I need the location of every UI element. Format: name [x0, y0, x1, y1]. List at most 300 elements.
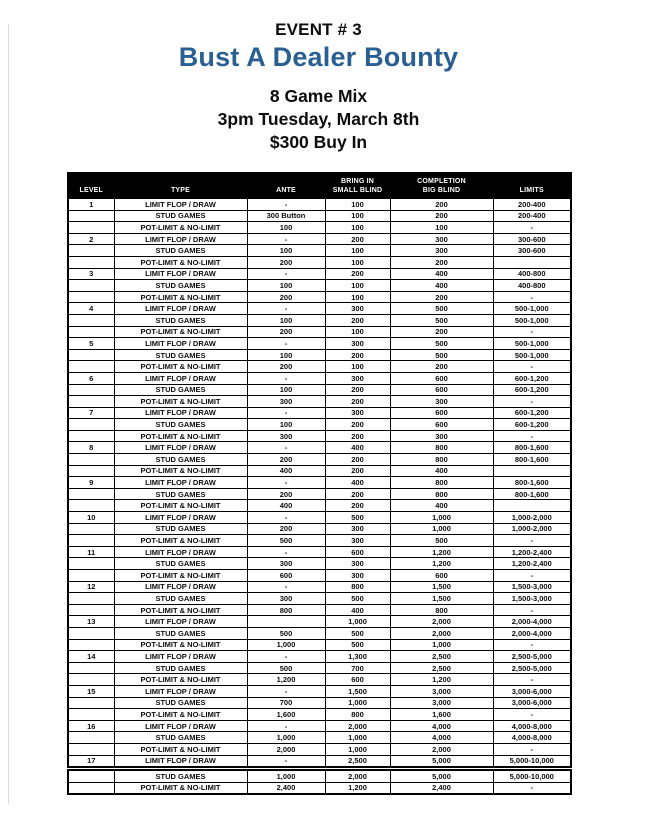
cell-type: POT-LIMIT & NO-LIMIT — [114, 430, 247, 442]
cell-bring-in-small-blind: 800 — [325, 581, 390, 593]
cell-bring-in-small-blind: 200 — [325, 233, 390, 245]
cell-level — [68, 523, 114, 535]
cell-ante: 700 — [247, 697, 325, 709]
cell-limits: - — [493, 570, 571, 582]
table-row — [68, 651, 571, 663]
cell-bring-in-small-blind: 200 — [325, 419, 390, 431]
cell-type: POT-LIMIT & NO-LIMIT — [114, 570, 247, 582]
cell-completion-big-blind: 1,500 — [390, 581, 493, 593]
cell-level — [68, 384, 114, 396]
cell-completion-big-blind: 400 — [390, 268, 493, 280]
cell-type: LIMIT FLOP / DRAW — [114, 477, 247, 489]
table-row — [68, 662, 571, 674]
cell-ante: - — [247, 303, 325, 315]
cell-type: STUD GAMES — [114, 488, 247, 500]
table-row — [68, 477, 571, 489]
cell-ante: 300 — [247, 430, 325, 442]
blind-structure-table — [67, 172, 572, 768]
cell-type: LIMIT FLOP / DRAW — [114, 651, 247, 663]
cell-completion-big-blind: 400 — [390, 465, 493, 477]
cell-completion-big-blind: 200 — [390, 210, 493, 222]
cell-completion-big-blind: 3,000 — [390, 685, 493, 697]
cell-bring-in-small-blind: 200 — [325, 488, 390, 500]
cell-limits: 800-1,600 — [493, 442, 571, 454]
cell-limits: 600-1,200 — [493, 419, 571, 431]
cell-completion-big-blind: 400 — [390, 500, 493, 512]
cell-completion-big-blind: 300 — [390, 396, 493, 408]
cell-limits: 2,000-4,000 — [493, 627, 571, 639]
cell-type: LIMIT FLOP / DRAW — [114, 338, 247, 350]
cell-completion-big-blind: 2,000 — [390, 743, 493, 755]
table-row — [68, 361, 571, 373]
cell-level: 2 — [68, 233, 114, 245]
cell-type: STUD GAMES — [114, 732, 247, 744]
cell-type: STUD GAMES — [114, 280, 247, 292]
table-row — [68, 303, 571, 315]
cell-bring-in-small-blind: 800 — [325, 709, 390, 721]
cell-type: POT-LIMIT & NO-LIMIT — [114, 361, 247, 373]
cell-bring-in-small-blind: 100 — [325, 222, 390, 234]
cell-type: LIMIT FLOP / DRAW — [114, 581, 247, 593]
cell-limits: 600-1,200 — [493, 384, 571, 396]
cell-completion-big-blind: 4,000 — [390, 732, 493, 744]
cell-level — [68, 558, 114, 570]
cell-ante: - — [247, 233, 325, 245]
cell-ante: - — [247, 477, 325, 489]
cell-bring-in-small-blind: 100 — [325, 245, 390, 257]
cell-level — [68, 500, 114, 512]
cell-level — [68, 245, 114, 257]
table-row — [68, 732, 571, 744]
cell-ante: 1,200 — [247, 674, 325, 686]
cell-type: POT-LIMIT & NO-LIMIT — [114, 535, 247, 547]
cell-level — [68, 291, 114, 303]
cell-limits: 3,000-6,000 — [493, 697, 571, 709]
cell-ante: 200 — [247, 256, 325, 268]
cell-type: STUD GAMES — [114, 558, 247, 570]
table-row — [68, 755, 571, 767]
cell-level — [68, 570, 114, 582]
table-row — [68, 639, 571, 651]
cell-limits: 1,500-3,000 — [493, 581, 571, 593]
cell-limits: - — [493, 222, 571, 234]
table-row — [68, 512, 571, 524]
cell-ante: - — [247, 581, 325, 593]
cell-completion-big-blind: 200 — [390, 291, 493, 303]
cell-limits: - — [493, 326, 571, 338]
cell-ante: 100 — [247, 349, 325, 361]
cell-ante: 300 Button — [247, 210, 325, 222]
cell-limits: 800-1,600 — [493, 477, 571, 489]
cell-bring-in-small-blind: 300 — [325, 570, 390, 582]
cell-bring-in-small-blind: 200 — [325, 349, 390, 361]
table-row — [68, 280, 571, 292]
cell-ante: - — [247, 372, 325, 384]
cell-completion-big-blind: 600 — [390, 419, 493, 431]
cell-level: 15 — [68, 685, 114, 697]
cell-bring-in-small-blind: 200 — [325, 268, 390, 280]
cell-completion-big-blind: 500 — [390, 349, 493, 361]
table-row — [68, 326, 571, 338]
cell-type: STUD GAMES — [114, 454, 247, 466]
cell-ante: 300 — [247, 558, 325, 570]
cell-ante: 100 — [247, 314, 325, 326]
cell-type: POT-LIMIT & NO-LIMIT — [114, 465, 247, 477]
cell-bring-in-small-blind: 100 — [325, 256, 390, 268]
cell-bring-in-small-blind: 200 — [325, 314, 390, 326]
cell-type: POT-LIMIT & NO-LIMIT — [114, 256, 247, 268]
cell-bring-in-small-blind: 300 — [325, 535, 390, 547]
cell-limits: - — [493, 782, 571, 794]
cell-completion-big-blind: 800 — [390, 488, 493, 500]
table-row — [68, 430, 571, 442]
cell-type: POT-LIMIT & NO-LIMIT — [114, 396, 247, 408]
cell-completion-big-blind: 1,500 — [390, 593, 493, 605]
table-row — [68, 210, 571, 222]
cell-bring-in-small-blind: 100 — [325, 199, 390, 211]
cell-completion-big-blind: 1,200 — [390, 558, 493, 570]
cell-type: STUD GAMES — [114, 210, 247, 222]
table-row — [68, 674, 571, 686]
cell-bring-in-small-blind: 1,000 — [325, 616, 390, 628]
cell-level — [68, 349, 114, 361]
cell-completion-big-blind: 300 — [390, 233, 493, 245]
cell-completion-big-blind: 300 — [390, 245, 493, 257]
cell-ante: 200 — [247, 454, 325, 466]
cell-completion-big-blind: 4,000 — [390, 720, 493, 732]
cell-completion-big-blind: 400 — [390, 280, 493, 292]
cell-type: LIMIT FLOP / DRAW — [114, 616, 247, 628]
cell-ante: 500 — [247, 627, 325, 639]
cell-limits: 500-1,000 — [493, 303, 571, 315]
cell-level: 7 — [68, 407, 114, 419]
cell-completion-big-blind: 2,000 — [390, 616, 493, 628]
cell-limits — [493, 500, 571, 512]
cell-completion-big-blind: 1,000 — [390, 639, 493, 651]
cell-ante: - — [247, 407, 325, 419]
cell-limits — [493, 465, 571, 477]
cell-bring-in-small-blind: 300 — [325, 372, 390, 384]
cell-completion-big-blind: 800 — [390, 454, 493, 466]
table-row — [68, 454, 571, 466]
cell-ante: 200 — [247, 326, 325, 338]
cell-bring-in-small-blind: 1,200 — [325, 782, 390, 794]
cell-type: POT-LIMIT & NO-LIMIT — [114, 291, 247, 303]
table-row — [68, 593, 571, 605]
cell-type: POT-LIMIT & NO-LIMIT — [114, 500, 247, 512]
cell-level — [68, 674, 114, 686]
table-row — [68, 581, 571, 593]
cell-completion-big-blind: 500 — [390, 535, 493, 547]
cell-type: STUD GAMES — [114, 697, 247, 709]
cell-bring-in-small-blind: 1,500 — [325, 685, 390, 697]
cell-completion-big-blind: 600 — [390, 407, 493, 419]
table-row — [68, 245, 571, 257]
cell-ante: - — [247, 685, 325, 697]
cell-level — [68, 593, 114, 605]
column-header-limits: LIMITS — [493, 173, 571, 199]
event-number: EVENT # 3 — [275, 20, 362, 39]
cell-ante: 200 — [247, 488, 325, 500]
cell-type: LIMIT FLOP / DRAW — [114, 372, 247, 384]
cell-ante: - — [247, 268, 325, 280]
cell-limits: 600-1,200 — [493, 372, 571, 384]
cell-bring-in-small-blind: 400 — [325, 604, 390, 616]
table-row — [68, 256, 571, 268]
cell-type: POT-LIMIT & NO-LIMIT — [114, 222, 247, 234]
cell-type: POT-LIMIT & NO-LIMIT — [114, 604, 247, 616]
cell-ante: - — [247, 512, 325, 524]
cell-bring-in-small-blind: 100 — [325, 326, 390, 338]
cell-type: LIMIT FLOP / DRAW — [114, 546, 247, 558]
table-row — [68, 782, 571, 794]
cell-bring-in-small-blind: 200 — [325, 430, 390, 442]
table-row — [68, 500, 571, 512]
cell-limits: 500-1,000 — [493, 314, 571, 326]
cell-ante: 100 — [247, 280, 325, 292]
column-header-completion-big-blind: COMPLETION BIG BLIND — [390, 173, 493, 199]
cell-type: STUD GAMES — [114, 384, 247, 396]
cell-completion-big-blind: 3,000 — [390, 697, 493, 709]
cell-bring-in-small-blind: 600 — [325, 546, 390, 558]
cell-limits: - — [493, 674, 571, 686]
cell-completion-big-blind: 2,400 — [390, 782, 493, 794]
cell-limits: 500-1,000 — [493, 338, 571, 350]
cell-bring-in-small-blind: 500 — [325, 593, 390, 605]
cell-bring-in-small-blind: 500 — [325, 512, 390, 524]
cell-completion-big-blind: 1,200 — [390, 674, 493, 686]
cell-bring-in-small-blind: 200 — [325, 384, 390, 396]
cell-limits: - — [493, 604, 571, 616]
cell-ante: 400 — [247, 500, 325, 512]
cell-limits: 200-400 — [493, 210, 571, 222]
cell-limits: 1,500-3,000 — [493, 593, 571, 605]
table-row — [68, 407, 571, 419]
cell-limits: 200-400 — [493, 199, 571, 211]
cell-completion-big-blind: 2,500 — [390, 662, 493, 674]
column-header-type: TYPE — [114, 173, 247, 199]
table-row — [68, 233, 571, 245]
cell-completion-big-blind: 200 — [390, 361, 493, 373]
cell-bring-in-small-blind: 500 — [325, 639, 390, 651]
cell-ante: - — [247, 199, 325, 211]
cell-level: 12 — [68, 581, 114, 593]
table-row — [68, 396, 571, 408]
table-row — [68, 314, 571, 326]
cell-level — [68, 604, 114, 616]
cell-limits: 1,000-2,000 — [493, 512, 571, 524]
cell-completion-big-blind: 600 — [390, 570, 493, 582]
cell-completion-big-blind: 200 — [390, 326, 493, 338]
cell-type: LIMIT FLOP / DRAW — [114, 303, 247, 315]
cell-ante: 800 — [247, 604, 325, 616]
cell-bring-in-small-blind: 500 — [325, 627, 390, 639]
cell-type: POT-LIMIT & NO-LIMIT — [114, 743, 247, 755]
cell-limits — [493, 256, 571, 268]
table-row — [68, 268, 571, 280]
cell-bring-in-small-blind: 1,000 — [325, 732, 390, 744]
cell-bring-in-small-blind: 300 — [325, 303, 390, 315]
cell-level — [68, 222, 114, 234]
table-row — [68, 709, 571, 721]
cell-ante: 200 — [247, 291, 325, 303]
cell-level — [68, 782, 114, 794]
cell-bring-in-small-blind: 2,000 — [325, 770, 390, 782]
cell-bring-in-small-blind: 300 — [325, 407, 390, 419]
cell-bring-in-small-blind: 200 — [325, 454, 390, 466]
cell-limits: 300-600 — [493, 245, 571, 257]
cell-level — [68, 419, 114, 431]
table-row — [68, 442, 571, 454]
cell-level — [68, 535, 114, 547]
cell-ante: 600 — [247, 570, 325, 582]
cell-bring-in-small-blind: 400 — [325, 442, 390, 454]
cell-completion-big-blind: 300 — [390, 430, 493, 442]
cell-bring-in-small-blind: 1,000 — [325, 743, 390, 755]
table-row — [68, 570, 571, 582]
cell-level — [68, 732, 114, 744]
cell-type: STUD GAMES — [114, 770, 247, 782]
cell-level — [68, 326, 114, 338]
cell-limits: 400-800 — [493, 280, 571, 292]
cell-type: POT-LIMIT & NO-LIMIT — [114, 709, 247, 721]
cell-level: 13 — [68, 616, 114, 628]
cell-completion-big-blind: 200 — [390, 199, 493, 211]
cell-limits: 1,000-2,000 — [493, 523, 571, 535]
cell-completion-big-blind: 500 — [390, 338, 493, 350]
cell-ante: 100 — [247, 384, 325, 396]
cell-type: STUD GAMES — [114, 593, 247, 605]
cell-bring-in-small-blind: 200 — [325, 465, 390, 477]
cell-ante: 2,000 — [247, 743, 325, 755]
cell-completion-big-blind: 1,200 — [390, 546, 493, 558]
cell-type: LIMIT FLOP / DRAW — [114, 755, 247, 767]
cell-limits: 600-1,200 — [493, 407, 571, 419]
cell-type: STUD GAMES — [114, 662, 247, 674]
cell-ante: 1,000 — [247, 732, 325, 744]
table-row — [68, 616, 571, 628]
table-row — [68, 697, 571, 709]
cell-bring-in-small-blind: 400 — [325, 477, 390, 489]
schedule: 3pm Tuesday, March 8th — [217, 109, 420, 129]
cell-level: 9 — [68, 477, 114, 489]
table-row — [68, 685, 571, 697]
table-row — [68, 558, 571, 570]
cell-level — [68, 280, 114, 292]
cell-level: 1 — [68, 199, 114, 211]
cell-ante: 2,400 — [247, 782, 325, 794]
cell-level: 3 — [68, 268, 114, 280]
cell-type: STUD GAMES — [114, 349, 247, 361]
cell-level — [68, 256, 114, 268]
cell-ante: 500 — [247, 535, 325, 547]
cell-completion-big-blind: 800 — [390, 604, 493, 616]
cell-ante: - — [247, 338, 325, 350]
column-header-bring-in-small-blind: BRING IN SMALL BLIND — [325, 173, 390, 199]
cell-bring-in-small-blind: 2,500 — [325, 755, 390, 767]
cell-bring-in-small-blind: 300 — [325, 338, 390, 350]
cell-ante — [247, 616, 325, 628]
cell-limits: 300-600 — [493, 233, 571, 245]
cell-limits: 4,000-8,000 — [493, 720, 571, 732]
cell-limits: 800-1,600 — [493, 454, 571, 466]
cell-bring-in-small-blind: 1,300 — [325, 651, 390, 663]
cell-limits: - — [493, 361, 571, 373]
cell-completion-big-blind: 800 — [390, 442, 493, 454]
cell-bring-in-small-blind: 600 — [325, 674, 390, 686]
cell-level — [68, 454, 114, 466]
cell-limits: 400-800 — [493, 268, 571, 280]
cell-bring-in-small-blind: 100 — [325, 210, 390, 222]
cell-completion-big-blind: 600 — [390, 372, 493, 384]
cell-level: 4 — [68, 303, 114, 315]
cell-completion-big-blind: 1,000 — [390, 523, 493, 535]
cell-completion-big-blind: 5,000 — [390, 755, 493, 767]
cell-completion-big-blind: 500 — [390, 303, 493, 315]
cell-bring-in-small-blind: 100 — [325, 280, 390, 292]
cell-limits: - — [493, 535, 571, 547]
cell-type: LIMIT FLOP / DRAW — [114, 233, 247, 245]
cell-ante: 500 — [247, 662, 325, 674]
cell-limits: - — [493, 639, 571, 651]
cell-ante: 1,000 — [247, 639, 325, 651]
table-row — [68, 465, 571, 477]
table-row — [68, 546, 571, 558]
cell-ante: - — [247, 720, 325, 732]
cell-level: 11 — [68, 546, 114, 558]
cell-type: LIMIT FLOP / DRAW — [114, 268, 247, 280]
cell-limits: 2,000-4,000 — [493, 616, 571, 628]
table-row — [68, 743, 571, 755]
cell-level — [68, 662, 114, 674]
cell-completion-big-blind: 1,600 — [390, 709, 493, 721]
cell-ante: 300 — [247, 593, 325, 605]
cell-bring-in-small-blind: 300 — [325, 523, 390, 535]
cell-limits: 3,000-6,000 — [493, 685, 571, 697]
cell-level — [68, 314, 114, 326]
table-header-row — [68, 173, 571, 199]
table-row — [68, 372, 571, 384]
buy-in: $300 Buy In — [269, 132, 368, 152]
cell-level — [68, 770, 114, 782]
cell-ante: - — [247, 755, 325, 767]
table-row — [68, 535, 571, 547]
game-mix: 8 Game Mix — [269, 86, 368, 106]
table-row — [68, 770, 571, 782]
cell-completion-big-blind: 200 — [390, 256, 493, 268]
table-row — [68, 349, 571, 361]
cell-type: LIMIT FLOP / DRAW — [114, 407, 247, 419]
cell-type: STUD GAMES — [114, 523, 247, 535]
cell-type: LIMIT FLOP / DRAW — [114, 685, 247, 697]
cell-completion-big-blind: 2,000 — [390, 627, 493, 639]
cell-level — [68, 697, 114, 709]
cell-level — [68, 361, 114, 373]
cell-limits: 1,200-2,400 — [493, 558, 571, 570]
cell-type: STUD GAMES — [114, 245, 247, 257]
cell-bring-in-small-blind: 100 — [325, 361, 390, 373]
cell-level: 16 — [68, 720, 114, 732]
cell-ante: 100 — [247, 419, 325, 431]
cell-ante: - — [247, 651, 325, 663]
cell-completion-big-blind: 1,000 — [390, 512, 493, 524]
table-row — [68, 222, 571, 234]
table-row — [68, 291, 571, 303]
cell-level: 6 — [68, 372, 114, 384]
cell-ante: 200 — [247, 523, 325, 535]
cell-type: STUD GAMES — [114, 419, 247, 431]
cell-limits: 5,000-10,000 — [493, 770, 571, 782]
